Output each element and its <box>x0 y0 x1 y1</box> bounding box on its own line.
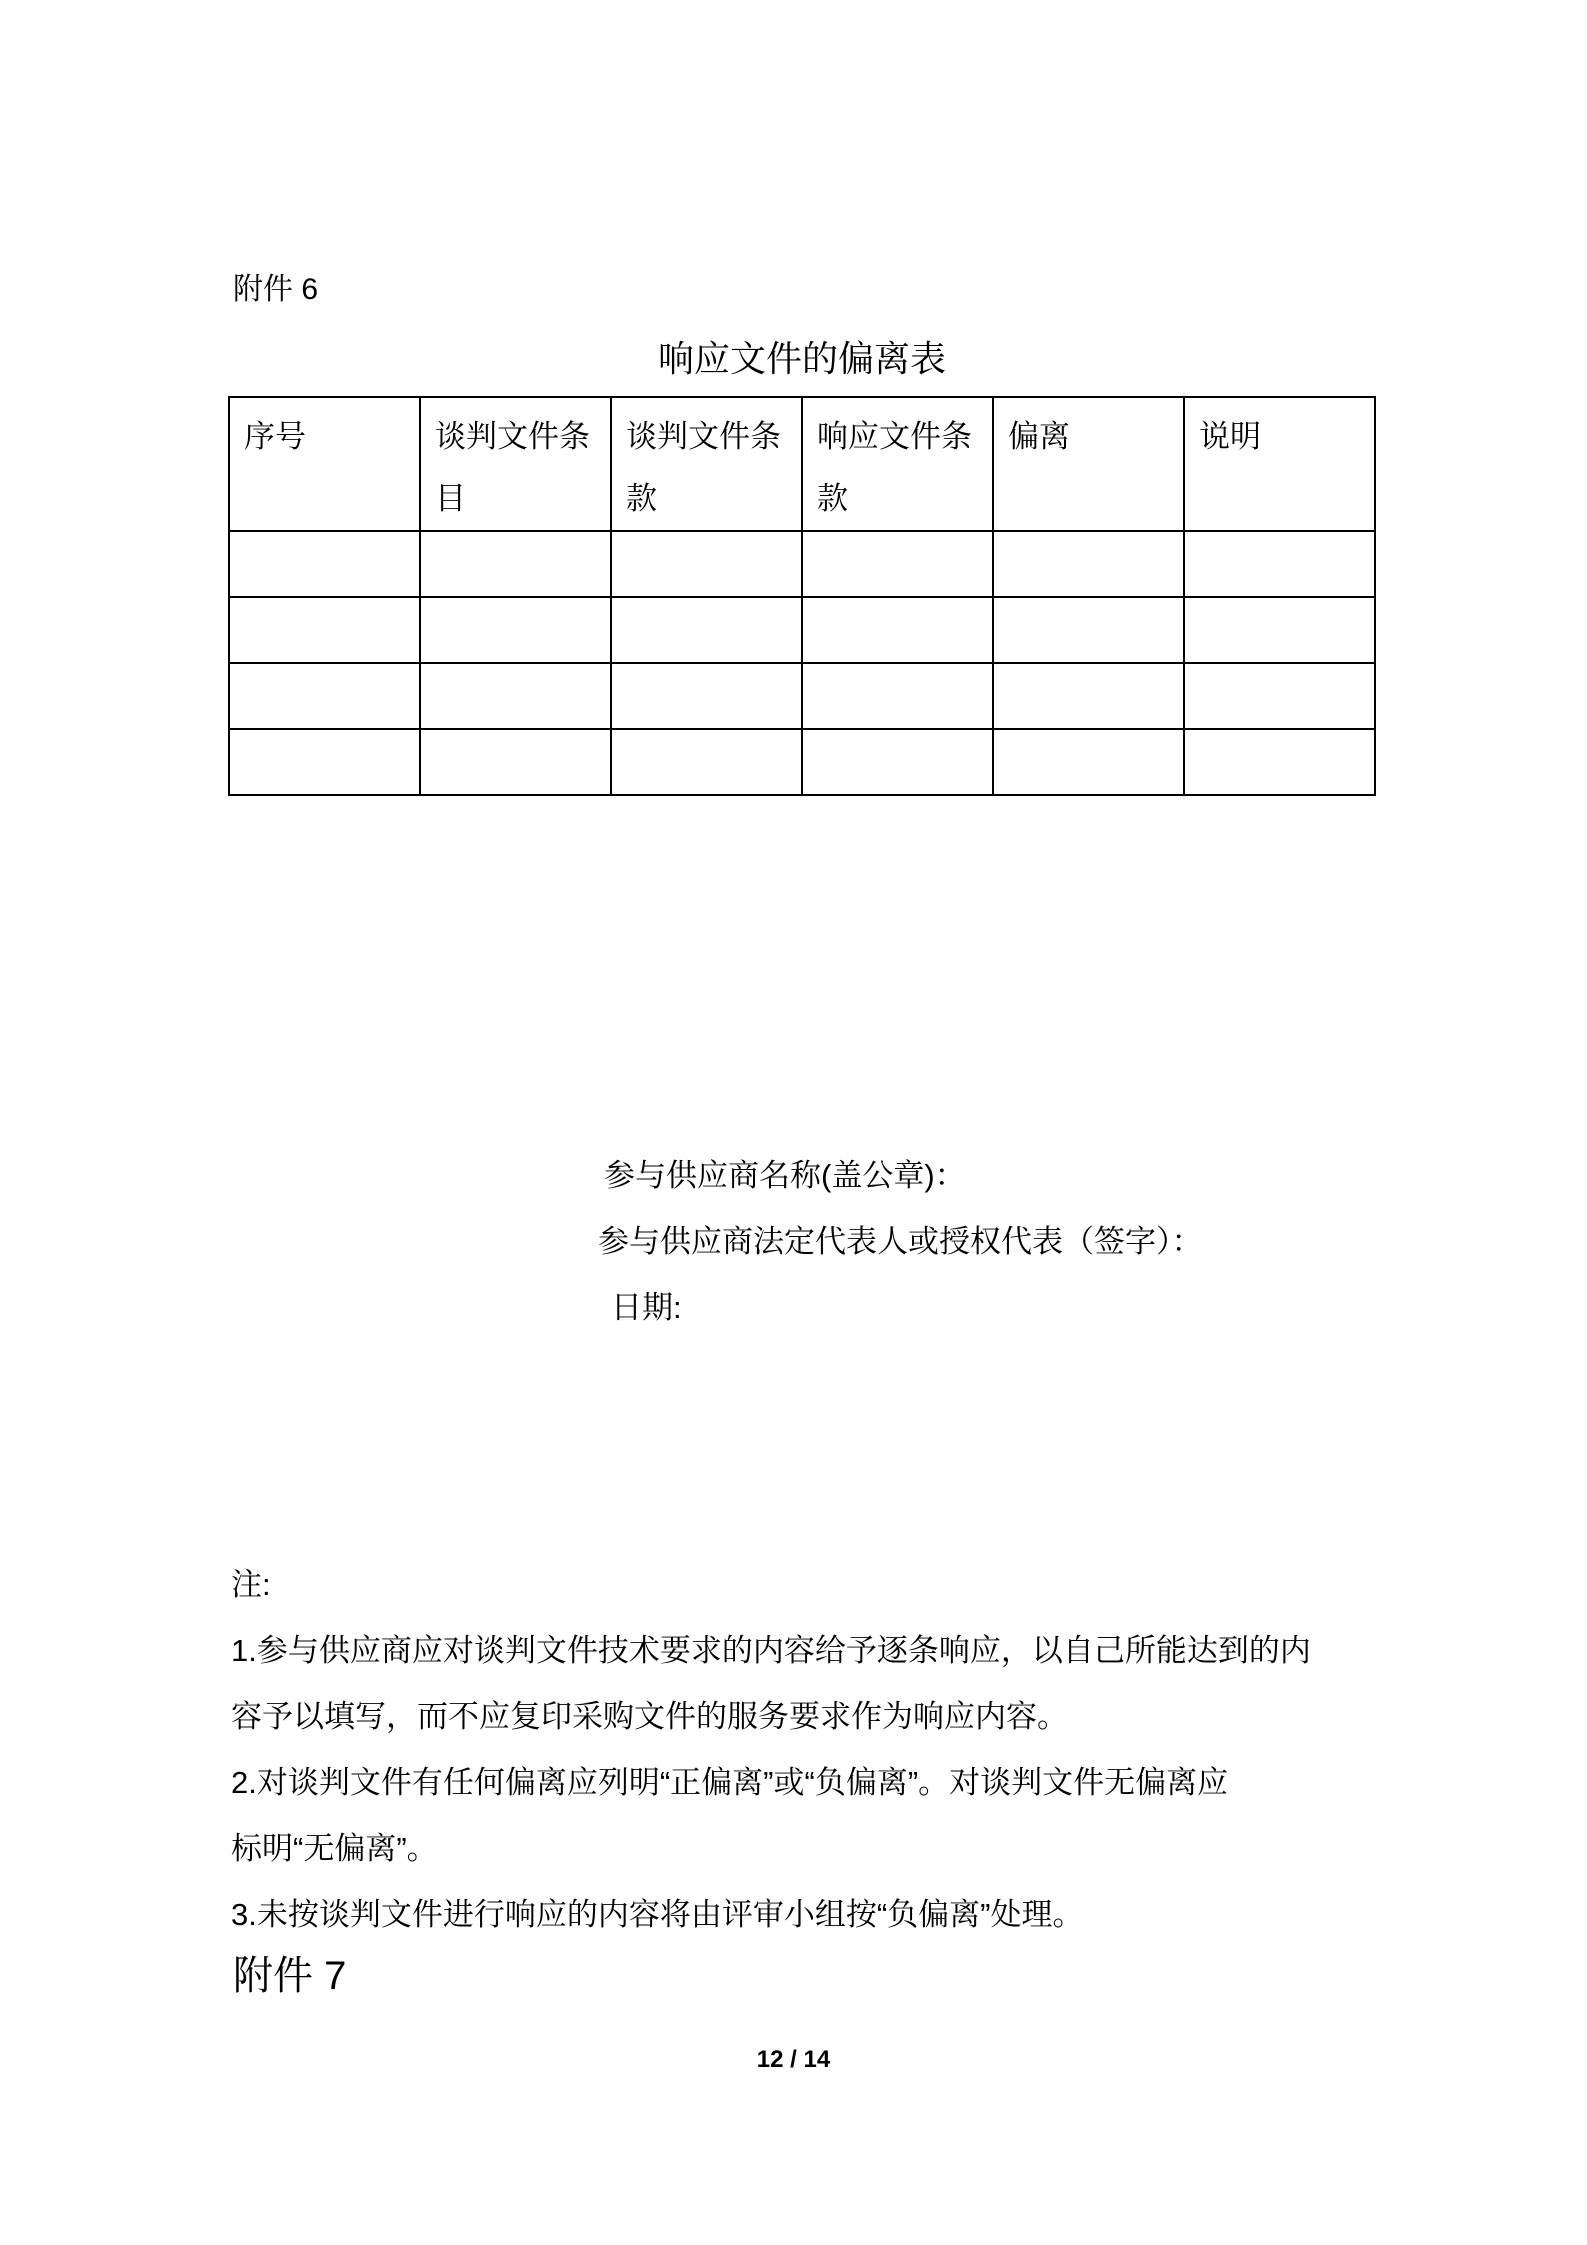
note-line-1: 1.参与供应商应对谈判文件技术要求的内容给予逐条响应，以自己所能达到的内 <box>231 1633 1311 1668</box>
deviation-table-empty-cell <box>611 729 802 795</box>
attachment-7-label: 附件 7 <box>233 1954 347 1998</box>
attachment-6-label: 附件 6 <box>233 273 319 306</box>
column-header-response-doc-clause: 响应文件条款 <box>802 397 993 531</box>
deviation-table-empty-cell <box>993 531 1184 597</box>
legal-representative-signature-line: 参与供应商法定代表人或授权代表（签字）： <box>598 1224 1203 1259</box>
deviation-table-empty-row <box>229 531 1375 597</box>
note-line-2: 容予以填写，而不应复印采购文件的服务要求作为响应内容。 <box>231 1699 1068 1734</box>
deviation-table-empty-row <box>229 597 1375 663</box>
deviation-table-empty-cell <box>802 729 993 795</box>
deviation-table-empty-cell <box>611 531 802 597</box>
note-line-3: 2.对谈判文件有任何偏离应列明“正偏离”或“负偏离”。对谈判文件无偏离应 <box>231 1765 1229 1800</box>
deviation-table-empty-cell <box>611 597 802 663</box>
deviation-table-empty-cell <box>993 663 1184 729</box>
deviation-table-empty-cell <box>420 531 611 597</box>
deviation-table-empty-cell <box>802 597 993 663</box>
notes-label: 注: <box>231 1567 271 1602</box>
deviation-table-empty-cell <box>420 597 611 663</box>
deviation-table-header-row <box>229 397 1375 531</box>
deviation-table-title: 响应文件的偏离表 <box>657 338 946 379</box>
notes-block <box>231 1552 1311 1948</box>
deviation-table-empty-cell <box>420 663 611 729</box>
supplier-name-seal-line: 参与供应商名称(盖公章)： <box>604 1158 966 1193</box>
deviation-table-empty-cell <box>1184 597 1375 663</box>
deviation-table-empty-cell <box>229 729 420 795</box>
deviation-table-empty-cell <box>1184 663 1375 729</box>
deviation-table-empty-row <box>229 663 1375 729</box>
date-line: 日期: <box>611 1290 682 1325</box>
deviation-table-header <box>229 397 1375 531</box>
column-header-negotiation-doc-clause: 谈判文件条款 <box>611 397 802 531</box>
deviation-table-empty-cell <box>229 663 420 729</box>
deviation-table-empty-cell <box>611 663 802 729</box>
page-number: 12 / 14 <box>756 2046 831 2073</box>
deviation-table-empty-cell <box>802 663 993 729</box>
deviation-table-empty-cell <box>802 531 993 597</box>
deviation-table-empty-cell <box>229 597 420 663</box>
column-header-deviation: 偏离 <box>993 397 1184 531</box>
deviation-table-empty-row <box>229 729 1375 795</box>
deviation-table-empty-cell <box>420 729 611 795</box>
column-header-serial-number: 序号 <box>229 397 420 531</box>
deviation-table-empty-cell <box>229 531 420 597</box>
deviation-table <box>228 396 1376 796</box>
note-line-5: 3.未按谈判文件进行响应的内容将由评审小组按“负偏离”处理。 <box>231 1897 1084 1932</box>
deviation-table-empty-cell <box>1184 729 1375 795</box>
signature-block <box>598 1143 1203 1341</box>
deviation-table-empty-cell <box>1184 531 1375 597</box>
column-header-explanation: 说明 <box>1184 397 1375 531</box>
deviation-table-body <box>229 531 1375 795</box>
note-line-4: 标明“无偏离”。 <box>231 1831 438 1866</box>
column-header-negotiation-doc-item: 谈判文件条目 <box>420 397 611 531</box>
deviation-table-empty-cell <box>993 597 1184 663</box>
deviation-table-empty-cell <box>993 729 1184 795</box>
